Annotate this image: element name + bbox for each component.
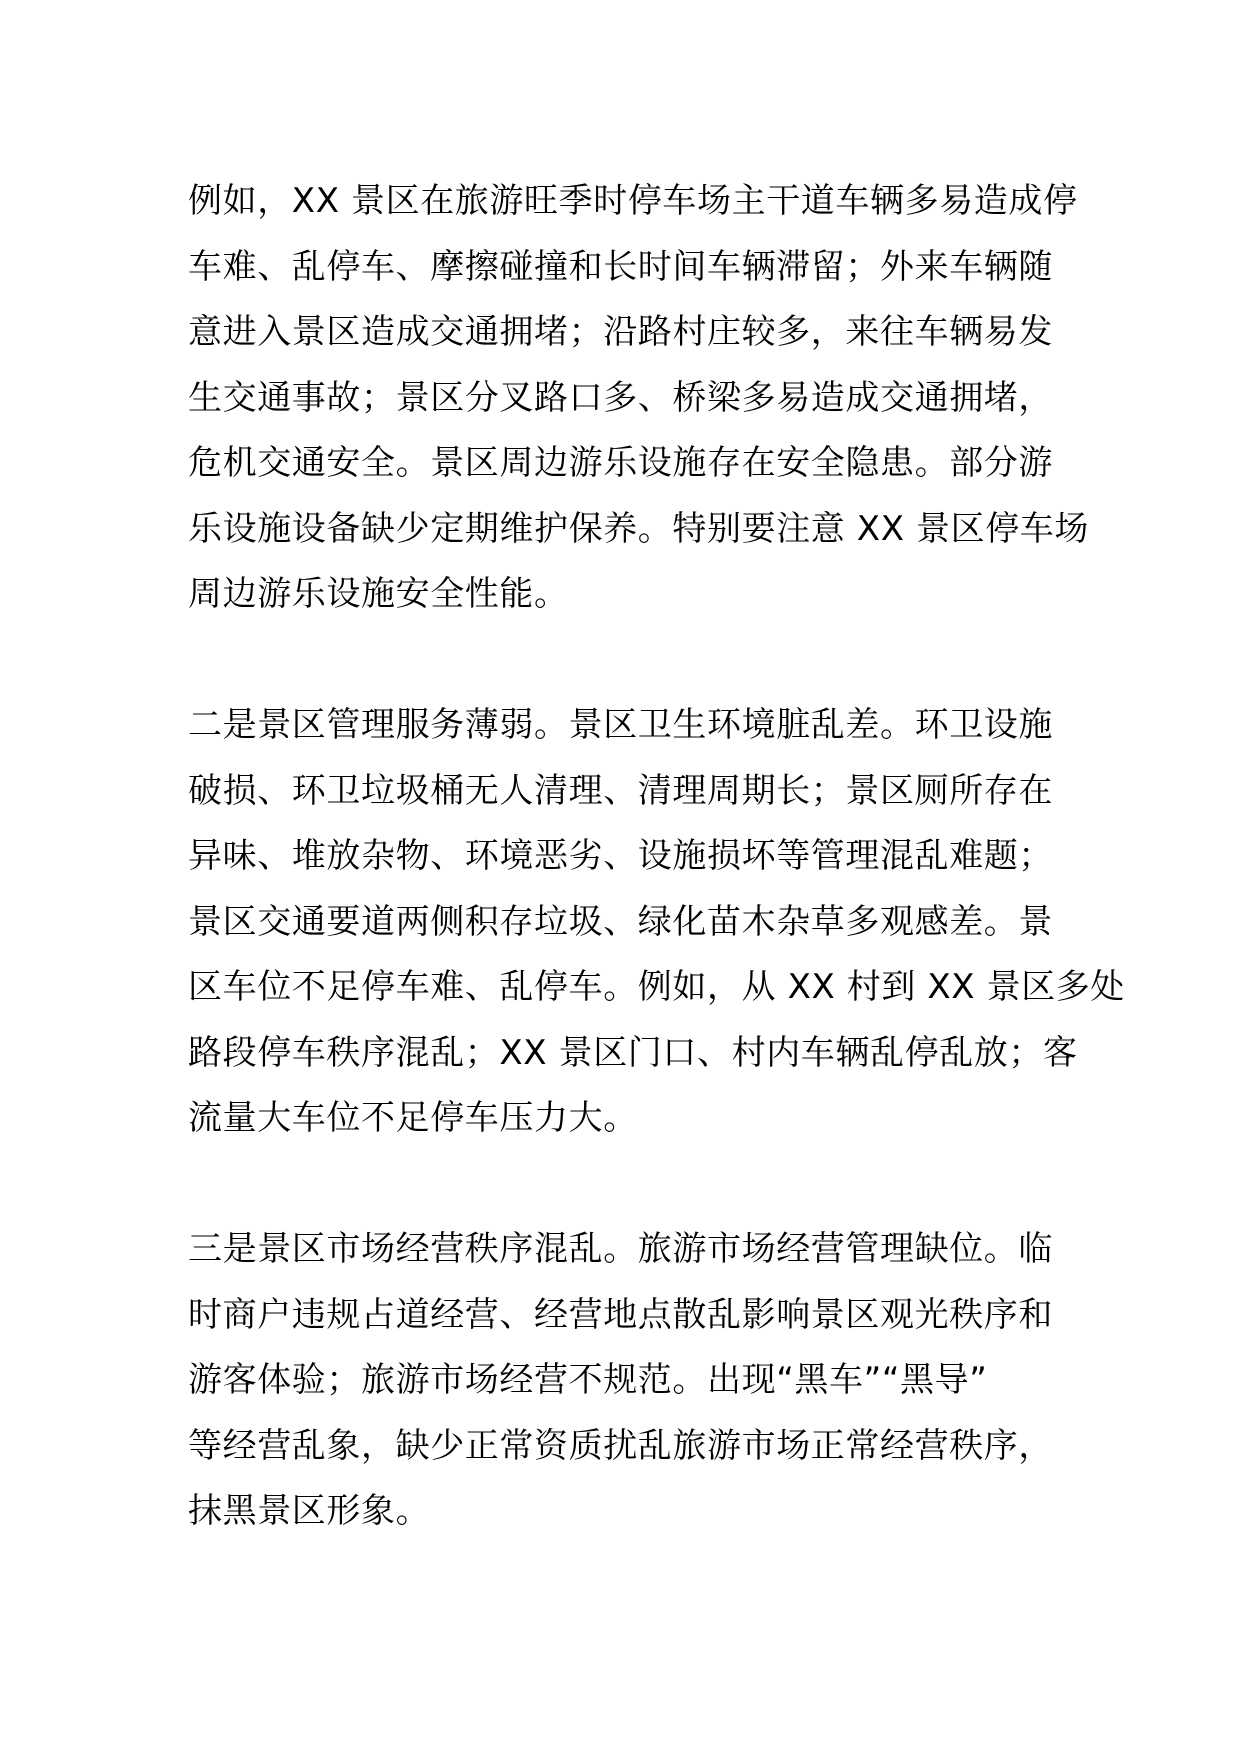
text-line: 景区交通要道两侧积存垃圾、绿化苗木杂草多观感差。景 — [188, 901, 1053, 942]
text-line: 破损、环卫垃圾桶无人清理、清理周期长；景区厕所存在 — [188, 770, 1053, 811]
paragraph-spacer — [188, 628, 1058, 694]
text-line: 二是景区管理服务薄弱。景区卫生环境脏乱差。环卫设施 — [188, 705, 1053, 745]
paragraph-1 — [188, 169, 1089, 628]
paragraph-3 — [188, 1217, 1058, 1545]
text-line: 抹黑景区形象。 — [188, 1491, 431, 1531]
text-line: 流量大车位不足停车压力大。 — [188, 1098, 638, 1138]
text-line: 时商户违规占道经营、经营地点散乱影响景区观光秩序和 — [188, 1294, 1053, 1335]
text-line: 三是景区市场经营秩序混乱。旅游市场经营管理缺位。临 — [188, 1229, 1053, 1269]
text-line: 危机交通安全。景区周边游乐设施存在安全隐患。部分游 — [188, 443, 1053, 483]
text-line: 车难、乱停车、摩擦碰撞和长时间车辆滞留；外来车辆随 — [188, 246, 1053, 287]
document-body — [188, 169, 1125, 1545]
text-line: 例如，XX 景区在旅游旺季时停车场主干道车辆多易造成停 — [188, 181, 1078, 221]
text-line: 生交通事故；景区分叉路口多、桥梁多易造成交通拥堵， — [188, 377, 1053, 418]
paragraph-spacer — [188, 1152, 1058, 1218]
text-line: 游客体验；旅游市场经营不规范。出现“黑车”“黑导” — [188, 1360, 988, 1400]
text-line: 周边游乐设施安全性能。 — [188, 574, 569, 614]
text-line: 意进入景区造成交通拥堵；沿路村庄较多，来往车辆易发 — [188, 312, 1053, 352]
text-line: 路段停车秩序混乱；XX 景区门口、村内车辆乱停乱放；客 — [188, 1032, 1078, 1073]
paragraph-2 — [188, 693, 1125, 1152]
text-line: 乐设施设备缺少定期维护保养。特别要注意 XX 景区停车场 — [188, 508, 1089, 549]
text-line: 等经营乱象，缺少正常资质扰乱旅游市场正常经营秩序， — [188, 1425, 1053, 1466]
text-line: 异味、堆放杂物、环境恶劣、设施损坏等管理混乱难题； — [188, 836, 1053, 876]
text-line: 区车位不足停车难、乱停车。例如，从 XX 村到 XX 景区多处 — [188, 967, 1125, 1007]
